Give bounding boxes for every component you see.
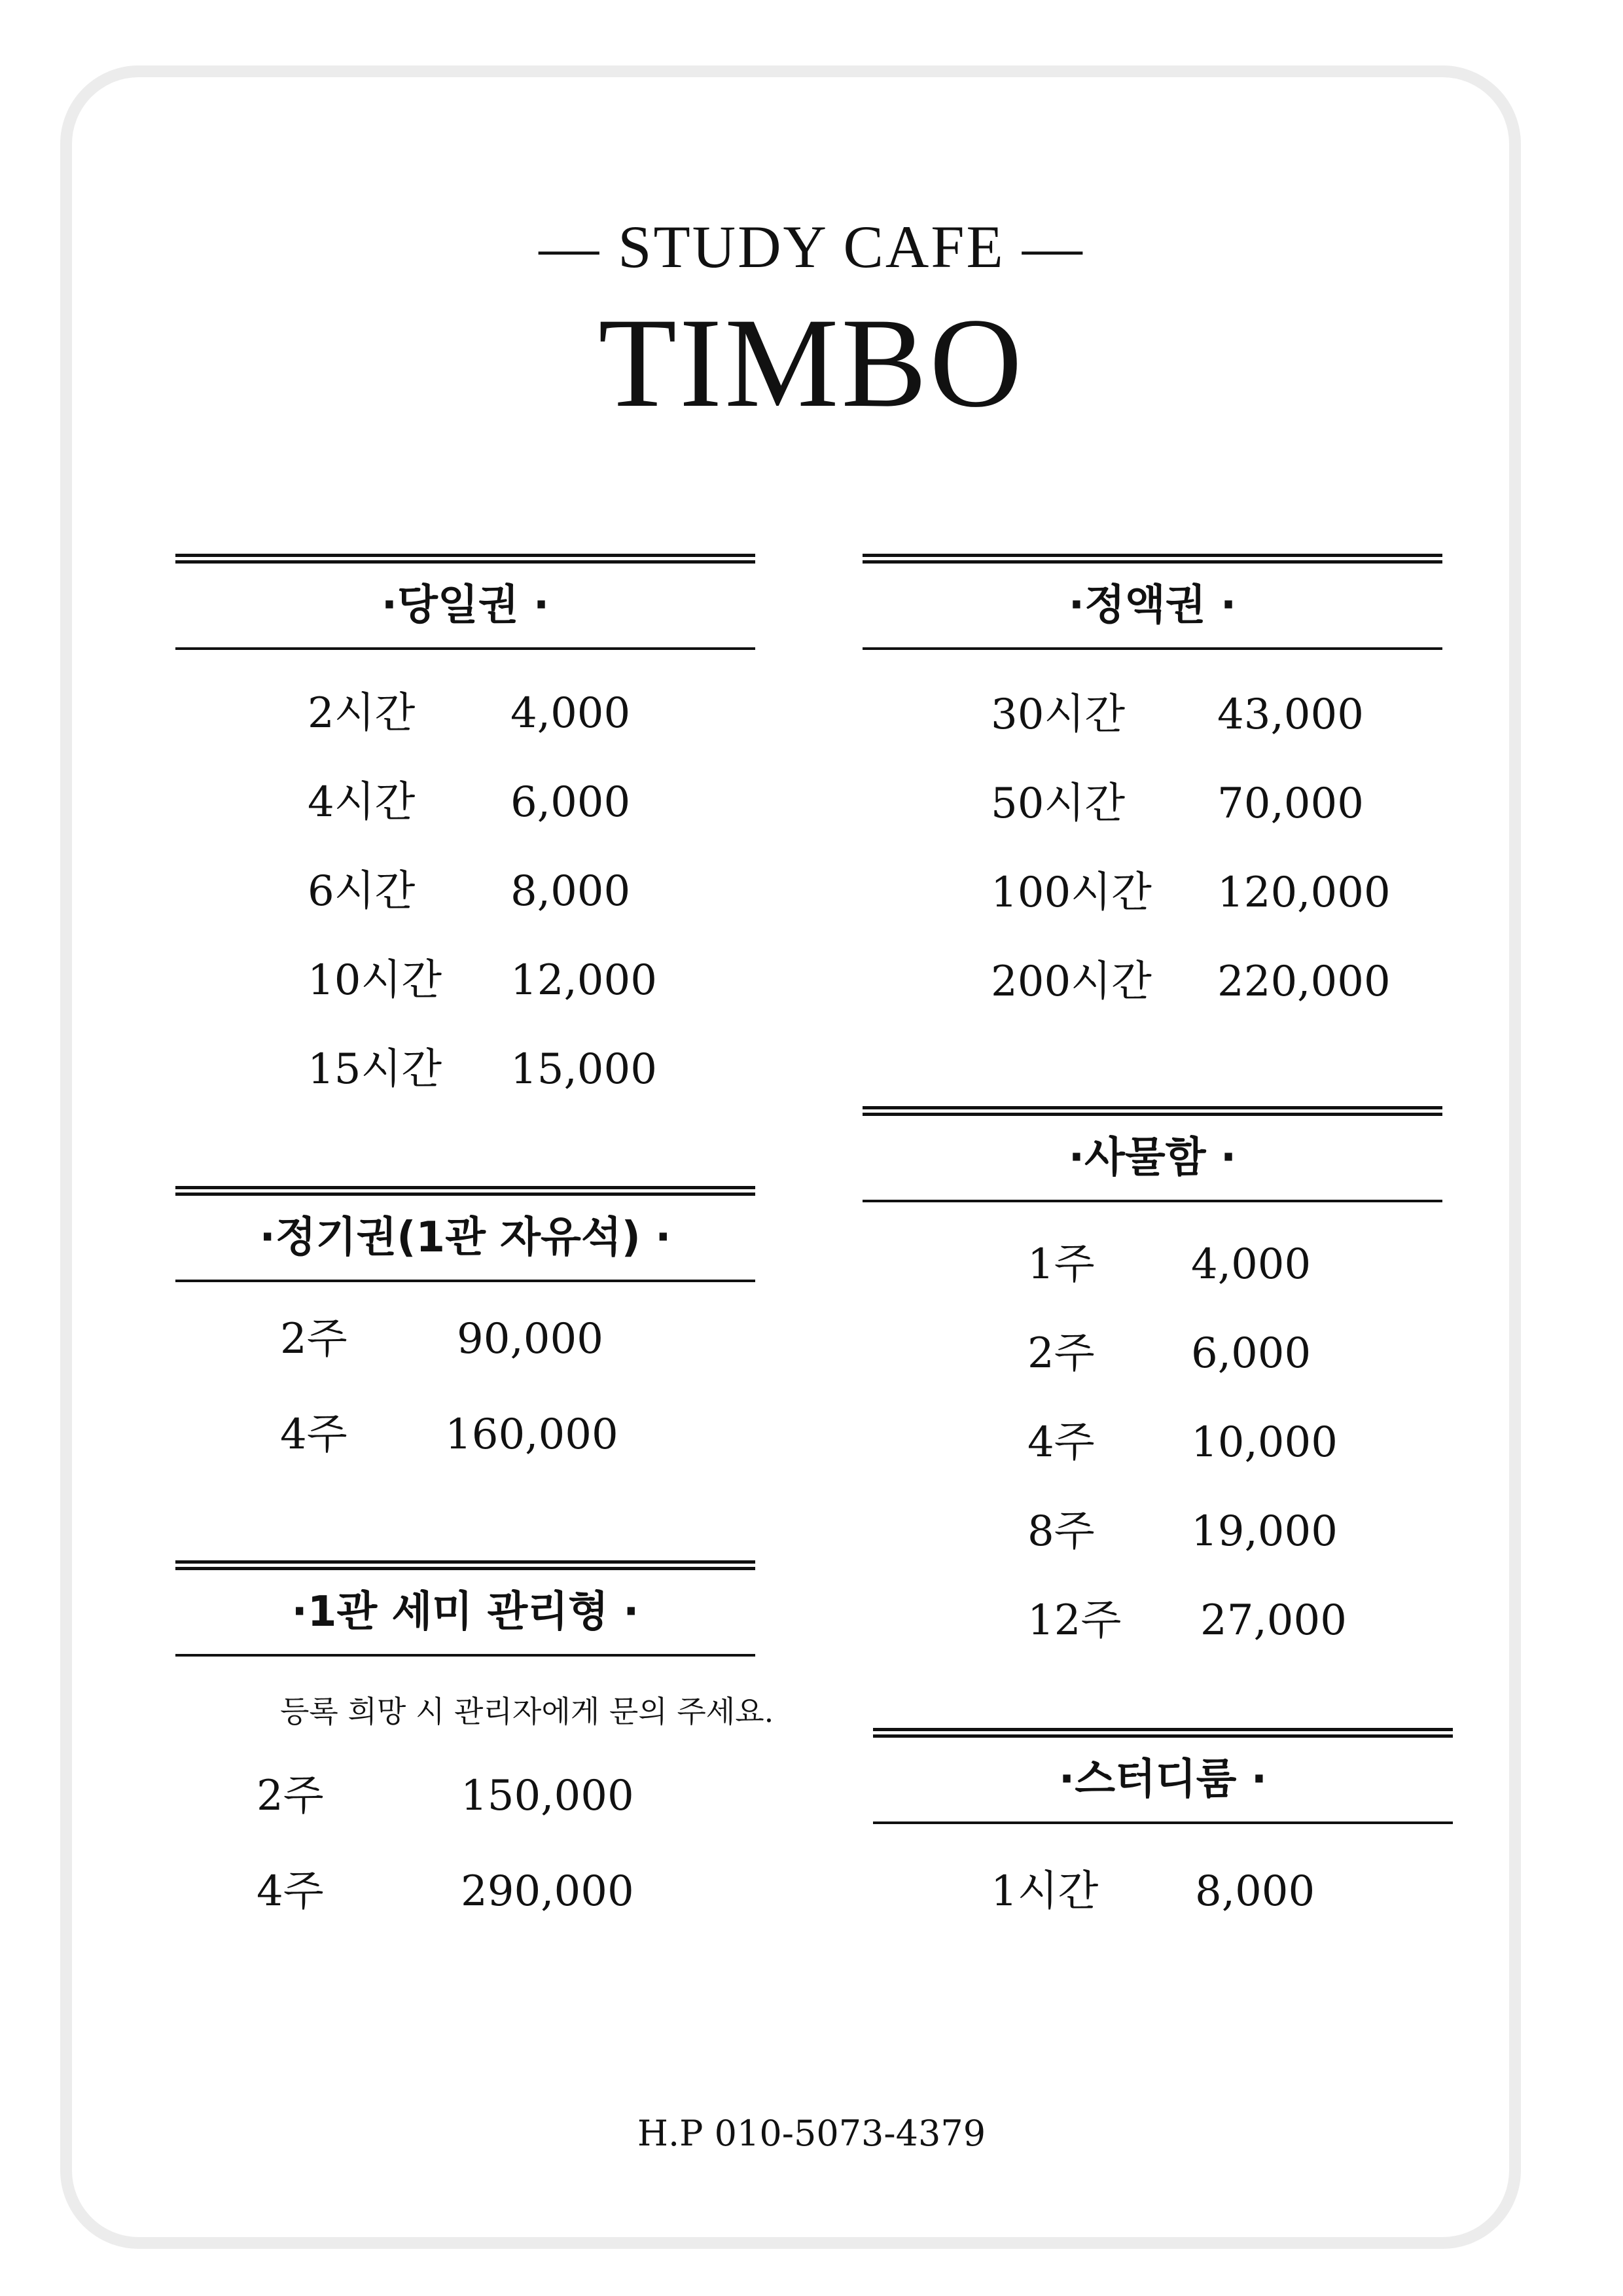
price-row [863, 1576, 1442, 1665]
price-value: 6,000 [1191, 1329, 1311, 1378]
price-value: 120,000 [1217, 869, 1391, 917]
price-row [863, 848, 1442, 937]
section-daily-header [175, 554, 755, 650]
price-value: 290,000 [461, 1867, 634, 1916]
price-value: 19,000 [1191, 1507, 1338, 1556]
section-title-studyroom: ·스터디룸 · [873, 1738, 1453, 1824]
section-fixed-header [863, 554, 1442, 650]
section-double-rule [873, 1728, 1453, 1738]
price-row [175, 1751, 755, 1840]
price-value: 10,000 [1191, 1418, 1338, 1467]
section-studyroom-header [873, 1728, 1453, 1824]
price-row [863, 1487, 1442, 1576]
section-double-rule [175, 554, 755, 564]
price-value: 8,000 [510, 867, 631, 916]
price-row [175, 758, 755, 847]
price-row [863, 670, 1442, 759]
price-value: 4,000 [510, 689, 631, 738]
price-label: 6시간 [308, 867, 416, 916]
price-row [863, 759, 1442, 848]
price-label: 15시간 [308, 1045, 442, 1094]
price-label: 100시간 [991, 869, 1152, 917]
price-row [175, 1847, 755, 1936]
section-regular-header [175, 1186, 755, 1282]
section-double-rule [175, 1560, 755, 1570]
price-value: 43,000 [1217, 691, 1364, 739]
price-label: 12주 [1027, 1596, 1122, 1645]
price-row [175, 669, 755, 758]
price-value: 8,000 [1195, 1867, 1315, 1916]
price-value: 15,000 [510, 1045, 657, 1094]
price-label: 2시간 [308, 689, 416, 738]
price-row [175, 1295, 755, 1384]
section-double-rule [863, 1106, 1442, 1116]
price-row [863, 1398, 1442, 1487]
price-value: 6,000 [510, 778, 631, 827]
price-label: 4주 [280, 1410, 348, 1459]
price-value: 70,000 [1217, 780, 1364, 828]
brand-title: TIMBO [598, 292, 1025, 434]
price-label: 50시간 [991, 780, 1126, 828]
price-row [863, 937, 1442, 1026]
section-title-daily: ·당일권 · [175, 564, 755, 650]
phone-number: H.P 010-5073-4379 [637, 2113, 986, 2154]
price-value: 90,000 [457, 1315, 603, 1363]
price-row [863, 1847, 1442, 1936]
price-label: 2주 [257, 1772, 324, 1820]
price-label: 1주 [1027, 1240, 1095, 1289]
price-label: 4주 [1027, 1418, 1095, 1467]
price-row [175, 1025, 755, 1114]
price-label: 30시간 [991, 691, 1126, 739]
price-label: 2주 [280, 1315, 348, 1363]
section-title-fixed: ·정액권 · [863, 564, 1442, 650]
price-value: 220,000 [1217, 958, 1391, 1006]
price-label: 4시간 [308, 778, 416, 827]
price-value: 4,000 [1191, 1240, 1311, 1289]
price-row [863, 1309, 1442, 1398]
subtitle: — STUDY CAFE — [539, 213, 1084, 280]
section-double-rule [175, 1186, 755, 1196]
section-title-regular: ·정기권(1관 자유석) · [175, 1196, 755, 1282]
price-label: 1시간 [991, 1867, 1099, 1916]
price-row [175, 936, 755, 1025]
price-label: 8주 [1027, 1507, 1095, 1556]
price-label: 200시간 [991, 958, 1152, 1006]
section-title-locker: ·사물함 · [863, 1116, 1442, 1202]
section-double-rule [863, 554, 1442, 564]
section-title-semi: ·1관 세미 관리형 · [175, 1570, 755, 1657]
price-row [863, 1220, 1442, 1309]
section-semi-header [175, 1560, 755, 1657]
semi-note: 등록 희망 시 관리자에게 문의 주세요. [280, 1694, 774, 1729]
price-label: 10시간 [308, 956, 442, 1005]
price-row [175, 1390, 755, 1479]
price-value: 12,000 [510, 956, 657, 1005]
price-value: 160,000 [445, 1410, 618, 1459]
price-label: 4주 [257, 1867, 324, 1916]
section-locker-header [863, 1106, 1442, 1202]
price-value: 27,000 [1200, 1596, 1347, 1645]
price-row [175, 847, 755, 936]
price-value: 150,000 [461, 1772, 634, 1820]
price-label: 2주 [1027, 1329, 1095, 1378]
